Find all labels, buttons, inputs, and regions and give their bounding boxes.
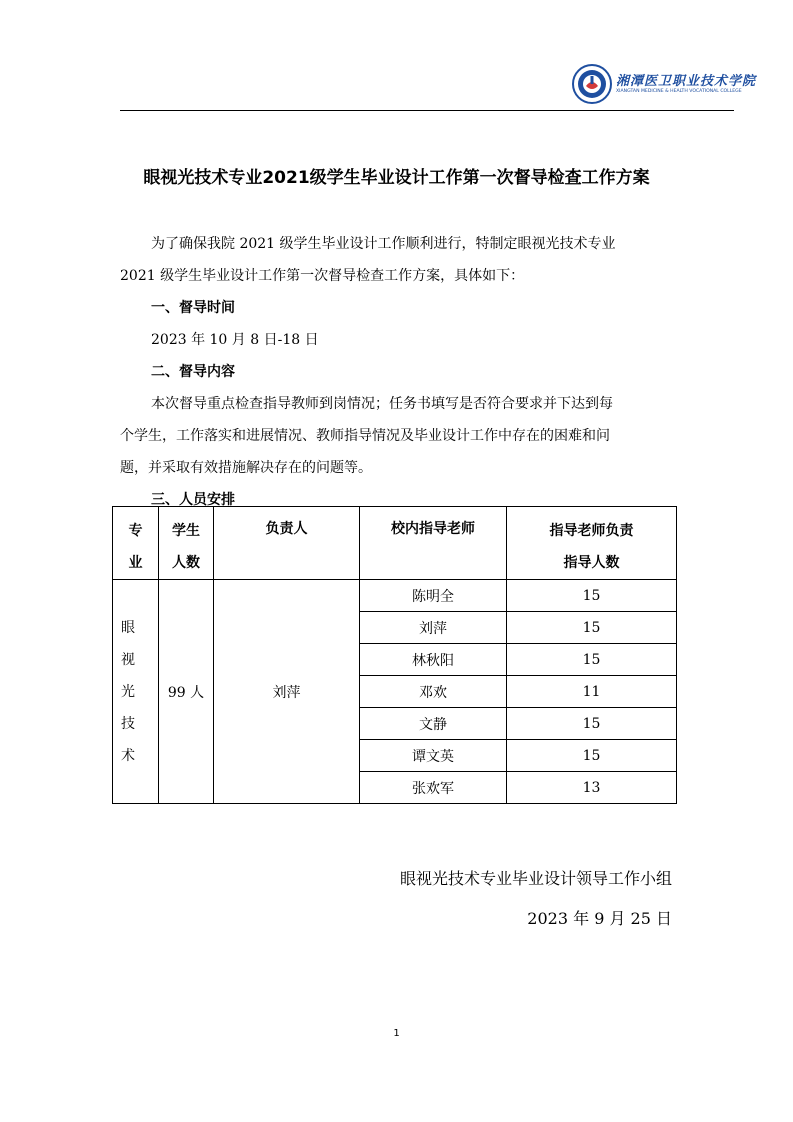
header-students (159, 507, 214, 580)
teacher-cell: 谭文英 (360, 740, 507, 772)
count-cell: 15 (507, 708, 677, 740)
header-students-1: 学生 (172, 523, 200, 539)
table-header-row (113, 507, 677, 580)
section-2-line-1: 本次督导重点检查指导教师到岗情况；任务书填写是否符合要求并下达到每 (151, 396, 613, 412)
table-row (113, 580, 677, 612)
header-teacher: 校内指导老师 (360, 507, 507, 580)
leader-cell: 刘萍 (214, 580, 360, 804)
section-3-heading: 三、人员安排 (151, 492, 235, 508)
signature-date: 2023 年 9 月 25 日 (527, 909, 672, 928)
teacher-cell: 邓欢 (360, 676, 507, 708)
school-name-en: XIANGTAN MEDICINE & HEALTH VOCATIONAL COLLEGE (616, 89, 742, 94)
count-cell: 15 (507, 612, 677, 644)
header-leader: 负责人 (214, 507, 360, 580)
teacher-cell: 张欢军 (360, 772, 507, 804)
header-major-2: 业 (128, 555, 143, 571)
major-char: 技 (121, 715, 135, 732)
major-cell (113, 580, 159, 804)
school-logo (572, 64, 757, 104)
section-1-heading: 一、督导时间 (151, 300, 235, 316)
header-major-1: 专 (128, 523, 143, 539)
intro-line-2: 2021 级学生毕业设计工作第一次督导检查工作方案，具体如下： (120, 268, 525, 284)
signature-group: 眼视光技术专业毕业设计领导工作小组 (399, 869, 672, 888)
count-cell: 15 (507, 644, 677, 676)
count-cell: 11 (507, 676, 677, 708)
staff-table (112, 506, 677, 804)
section-2-line-2: 个学生，工作落实和进展情况、教师指导情况及毕业设计工作中存在的困难和问 (120, 428, 610, 444)
header-major (113, 507, 159, 580)
section-1-text: 2023 年 10 月 8 日-18 日 (151, 332, 319, 348)
major-char: 光 (121, 683, 135, 700)
section-2-line-3: 题，并采取有效措施解决存在的问题等。 (120, 460, 372, 476)
header-count (507, 507, 677, 580)
document-title: 眼视光技术专业2021级学生毕业设计工作第一次督导检查工作方案 (143, 168, 650, 188)
major-char: 眼 (121, 619, 135, 636)
count-cell: 13 (507, 772, 677, 804)
teacher-cell: 文静 (360, 708, 507, 740)
teacher-cell: 林秋阳 (360, 644, 507, 676)
school-emblem-icon (572, 64, 612, 104)
major-char: 视 (121, 651, 135, 668)
header-students-2: 人数 (172, 555, 200, 571)
teacher-cell: 刘萍 (360, 612, 507, 644)
page-number: 1 (393, 1028, 400, 1039)
students-cell: 99 人 (159, 580, 214, 804)
header-count-2: 指导人数 (563, 555, 620, 571)
intro-line-1: 为了确保我院 2021 级学生毕业设计工作顺利进行，特制定眼视光技术专业 (151, 236, 616, 252)
teacher-cell: 陈明全 (360, 580, 507, 612)
count-cell: 15 (507, 740, 677, 772)
section-2-heading: 二、督导内容 (151, 364, 235, 380)
header-rule (120, 110, 734, 111)
major-char: 术 (121, 747, 135, 764)
header-count-1: 指导老师负责 (549, 523, 634, 539)
school-name-cn: 湘潭医卫职业技术学院 (616, 74, 757, 89)
count-cell: 15 (507, 580, 677, 612)
